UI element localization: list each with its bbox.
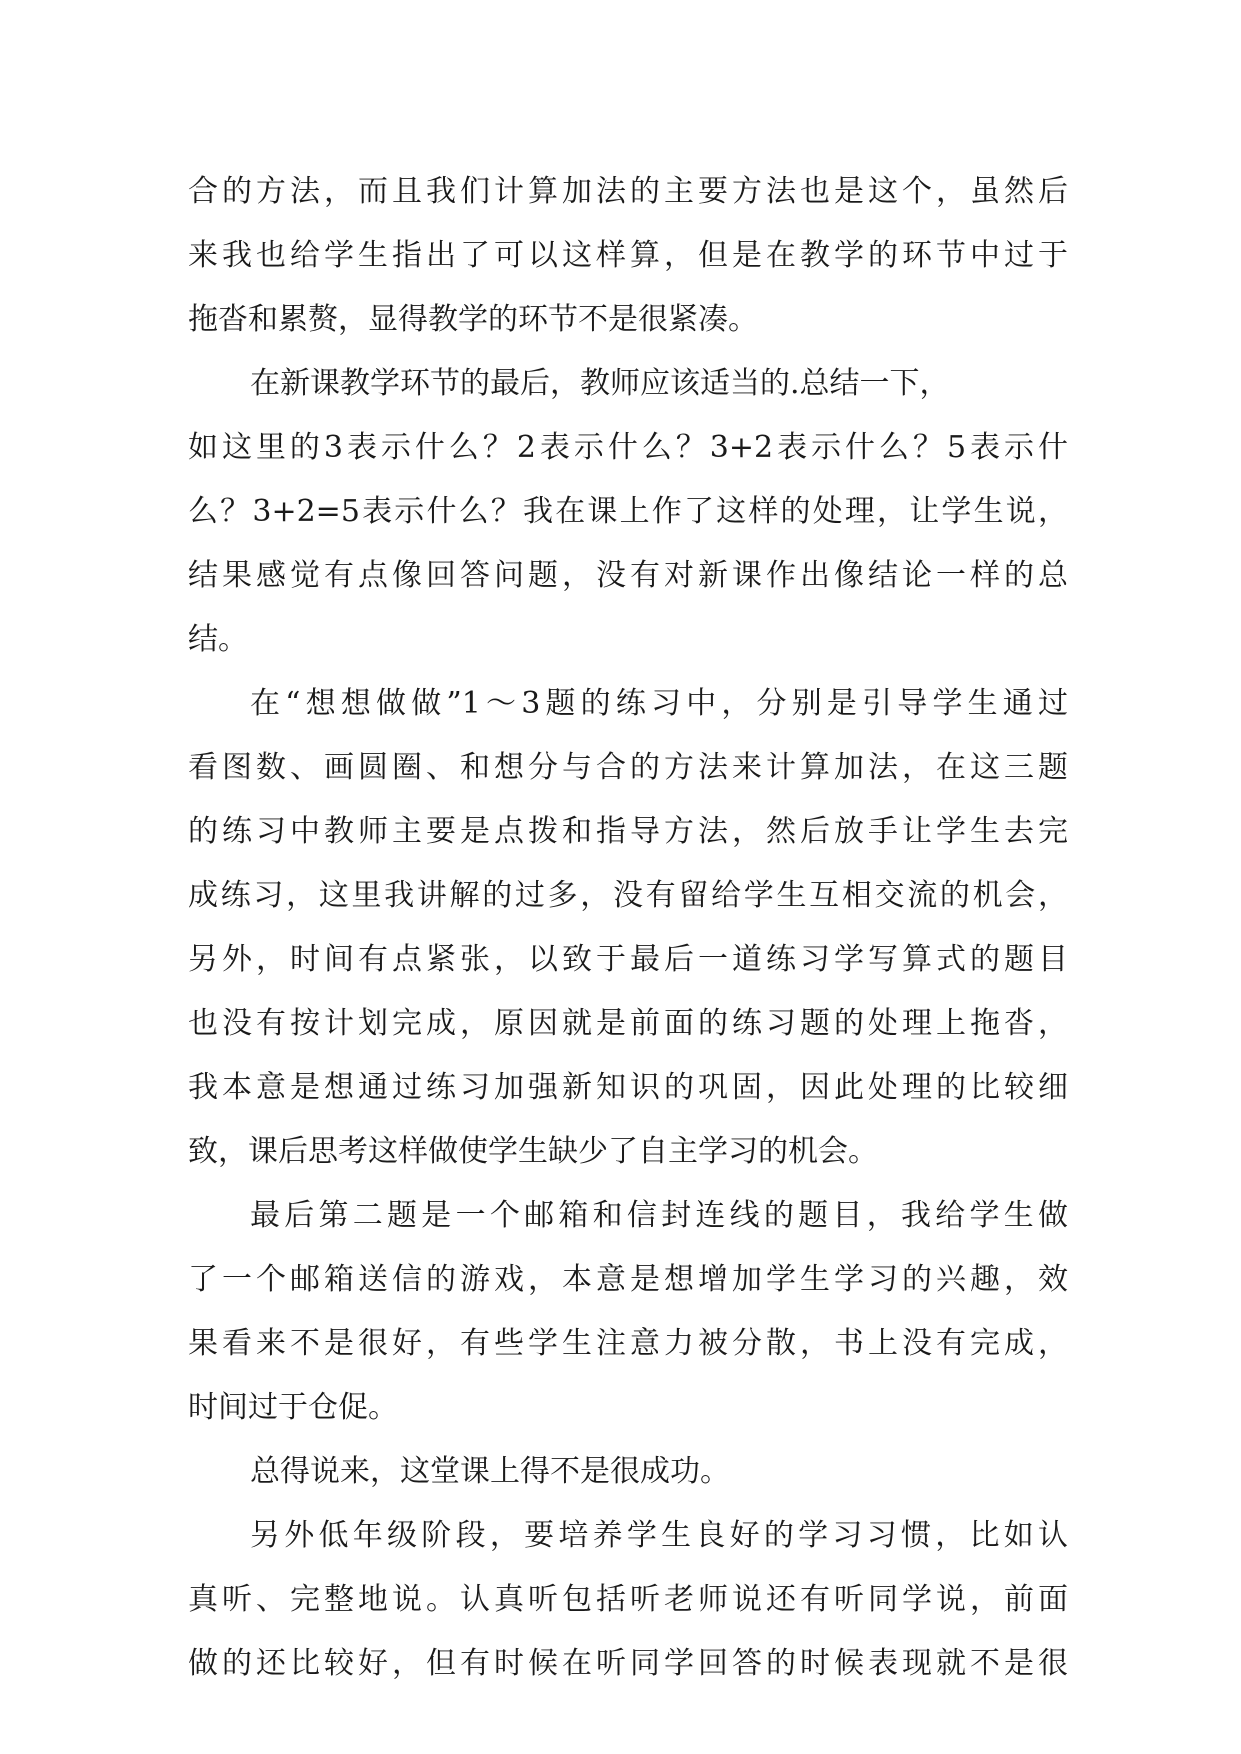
text-line: 看图数、画圆圈、和想分与合的方法来计算加法，在这三题 — [188, 750, 1068, 785]
text-line: 总得说来，这堂课上得不是很成功。 — [250, 1454, 730, 1489]
text-line: 拖沓和累赘，显得教学的环节不是很紧凑。 — [188, 302, 758, 337]
text-line: 成练习，这里我讲解的过多，没有留给学生互相交流的机会， — [188, 878, 1068, 913]
text-line: 另外，时间有点紧张，以致于最后一道练习学写算式的题目 — [188, 942, 1068, 977]
text-line: 我本意是想通过练习加强新知识的巩固，因此处理的比较细 — [188, 1070, 1068, 1105]
text-line: 另外低年级阶段，要培养学生良好的学习习惯，比如认 — [250, 1518, 1068, 1553]
text-line: 致，课后思考这样做使学生缺少了自主学习的机会。 — [188, 1134, 878, 1169]
text-line: 真听、完整地说。认真听包括听老师说还有听同学说，前面 — [188, 1582, 1068, 1617]
text-line: 做的还比较好，但有时候在听同学回答的时候表现就不是很 — [188, 1646, 1068, 1681]
text-line: 在“想想做做”1～3题的练习中，分别是引导学生通过 — [250, 686, 1068, 721]
text-line: 合的方法，而且我们计算加法的主要方法也是这个，虽然后 — [188, 174, 1068, 209]
text-line: 来我也给学生指出了可以这样算，但是在教学的环节中过于 — [188, 238, 1068, 273]
body-text — [188, 160, 1068, 1696]
text-line: 的练习中教师主要是点拨和指导方法，然后放手让学生去完 — [188, 814, 1068, 849]
text-line: 结果感觉有点像回答问题，没有对新课作出像结论一样的总 — [188, 558, 1068, 593]
text-line: 结。 — [188, 622, 248, 657]
text-line: 么？3+2=5表示什么？我在课上作了这样的处理，让学生说， — [188, 494, 1068, 529]
text-line: 在新课教学环节的最后，教师应该适当的.总结一下， — [250, 366, 950, 401]
text-line: 时间过于仓促。 — [188, 1390, 398, 1425]
text-line: 最后第二题是一个邮箱和信封连线的题目，我给学生做 — [250, 1198, 1068, 1233]
text-line: 了一个邮箱送信的游戏，本意是想增加学生学习的兴趣，效 — [188, 1262, 1068, 1297]
text-line: 也没有按计划完成，原因就是前面的练习题的处理上拖沓， — [188, 1006, 1068, 1041]
text-line: 如这里的3表示什么？2表示什么？3+2表示什么？5表示什 — [188, 430, 1068, 465]
text-line: 果看来不是很好，有些学生注意力被分散，书上没有完成， — [188, 1326, 1068, 1361]
